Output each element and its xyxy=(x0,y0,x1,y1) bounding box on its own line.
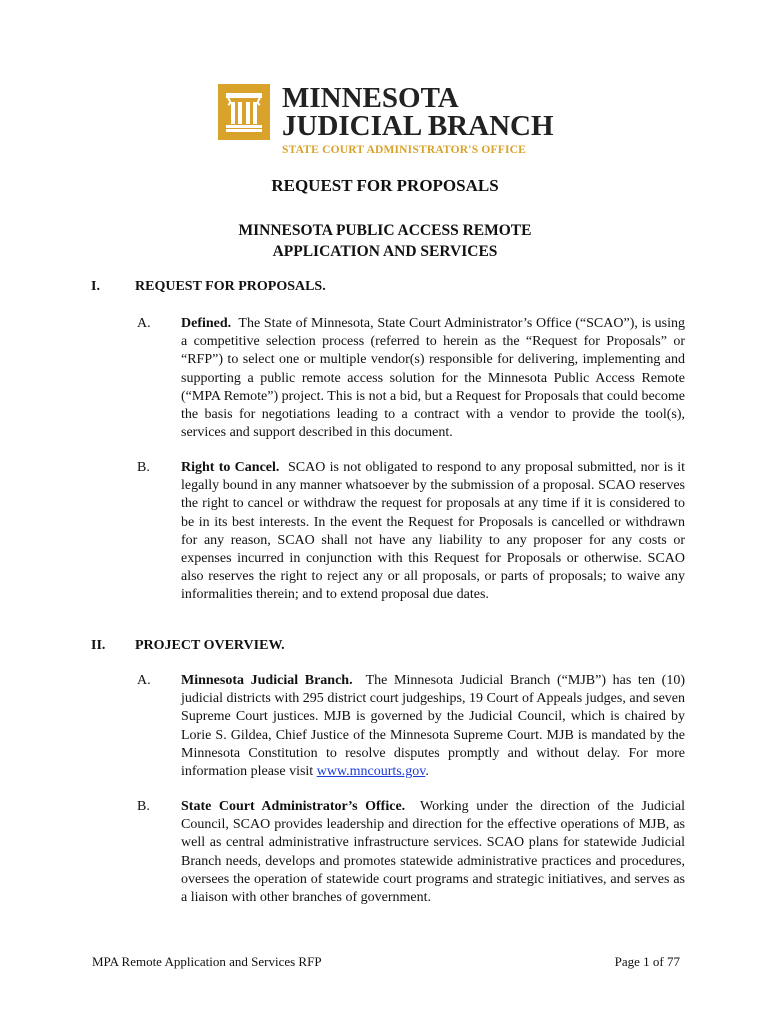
item-body xyxy=(181,672,685,781)
section-title: REQUEST FOR PROPOSALS. xyxy=(135,279,326,294)
section-number: I. xyxy=(91,279,100,294)
footer-document-name: MPA Remote Application and Services RFP xyxy=(92,954,322,969)
item-text: Working under the direction of the Judicial Council, SCAO provides leadership and direction for the effective operations of MJB, as well as central administrative infrastructure services. SCAO plans for statewide Judicial Branch needs, develops and promotes statewide administrative practices and procedures, oversees the operation of statewide court programs and strategic initiatives, and serves as a liaison with other branches of government. xyxy=(181,799,685,906)
item-text: The State of Minnesota, State Court Administrator’s Office (“SCAO”), is using a competitive selection process (referred to herein as the “Request for Proposals” or “RFP”) to select one or multiple vendor(s) responsible for delivering, implementing and supporting a public remote access solution for the Minnesota Public Access Remote (“MPA Remote”) project. This is not a bid, but a Request for Proposals that could become the basis for negotiations leading to a contract with a vendor to provide the tool(s), services and support described in this document. xyxy=(181,316,686,441)
footer-page-number: Page 1 of 77 xyxy=(614,954,680,969)
item-text: The Minnesota Judicial Branch (“MJB”) has ten (10) judicial districts with 295 district court judgeships, 19 Court of Appeals judges, and seven Supreme Court justices. MJB is governed by the Judicial Council, which is chaired by Lorie S. Gildea, Chief Justice of the Minnesota Supreme Court. MJB is mandated by the Minnesota Constitution to resolve disputes promptly and without delay. For more information please visit xyxy=(181,673,686,780)
subtitle-line-2: APPLICATION AND SERVICES xyxy=(272,243,498,260)
item-text-end: . xyxy=(425,764,429,780)
logo-title-line1: MINNESOTA xyxy=(282,82,459,114)
item-letter: B. xyxy=(137,460,150,475)
item-lead: Minnesota Judicial Branch. xyxy=(181,673,353,688)
logo-badge xyxy=(218,84,270,140)
item-text: SCAO is not obligated to respond to any proposal submitted, nor is it legally bound in any manner whatsoever by the submission of a proposal. SCAO reserves the right to cancel or withdraw the request for proposals at any time if it is considered to be in its best interests. In the event the Request for Proposals is cancelled or withdrawn for any reason, SCAO shall not have any liability to any proposer for any costs or expenses incurred in conjunction with this Request for Proposals or otherwise. SCAO also reserves the right to reject any or all proposals, or parts of proposals; to waive any informalities therein; and to extend proposal due dates. xyxy=(181,460,686,603)
minnesota-judicial-branch-logo xyxy=(218,84,558,160)
section-number: II. xyxy=(91,638,106,653)
item-body xyxy=(181,315,685,442)
section-title: PROJECT OVERVIEW. xyxy=(135,638,285,653)
subtitle-line-1: MINNESOTA PUBLIC ACCESS REMOTE xyxy=(238,222,532,239)
document-title: REQUEST FOR PROPOSALS xyxy=(271,176,499,195)
logo-subtitle: STATE COURT ADMINISTRATOR'S OFFICE xyxy=(282,144,527,156)
document-subtitle xyxy=(0,220,770,262)
mncourts-link[interactable]: www.mncourts.gov xyxy=(316,764,426,780)
courthouse-pillars-icon xyxy=(224,91,264,133)
item-lead: Defined. xyxy=(181,316,232,331)
item-lead: State Court Administrator’s Office. xyxy=(181,799,406,814)
item-letter: A. xyxy=(137,316,151,331)
item-body xyxy=(181,798,685,907)
item-letter: B. xyxy=(137,799,150,814)
item-body xyxy=(181,459,685,605)
item-letter: A. xyxy=(137,673,151,688)
item-lead: Right to Cancel. xyxy=(181,460,280,475)
logo-title-line2: JUDICIAL BRANCH xyxy=(282,110,554,142)
